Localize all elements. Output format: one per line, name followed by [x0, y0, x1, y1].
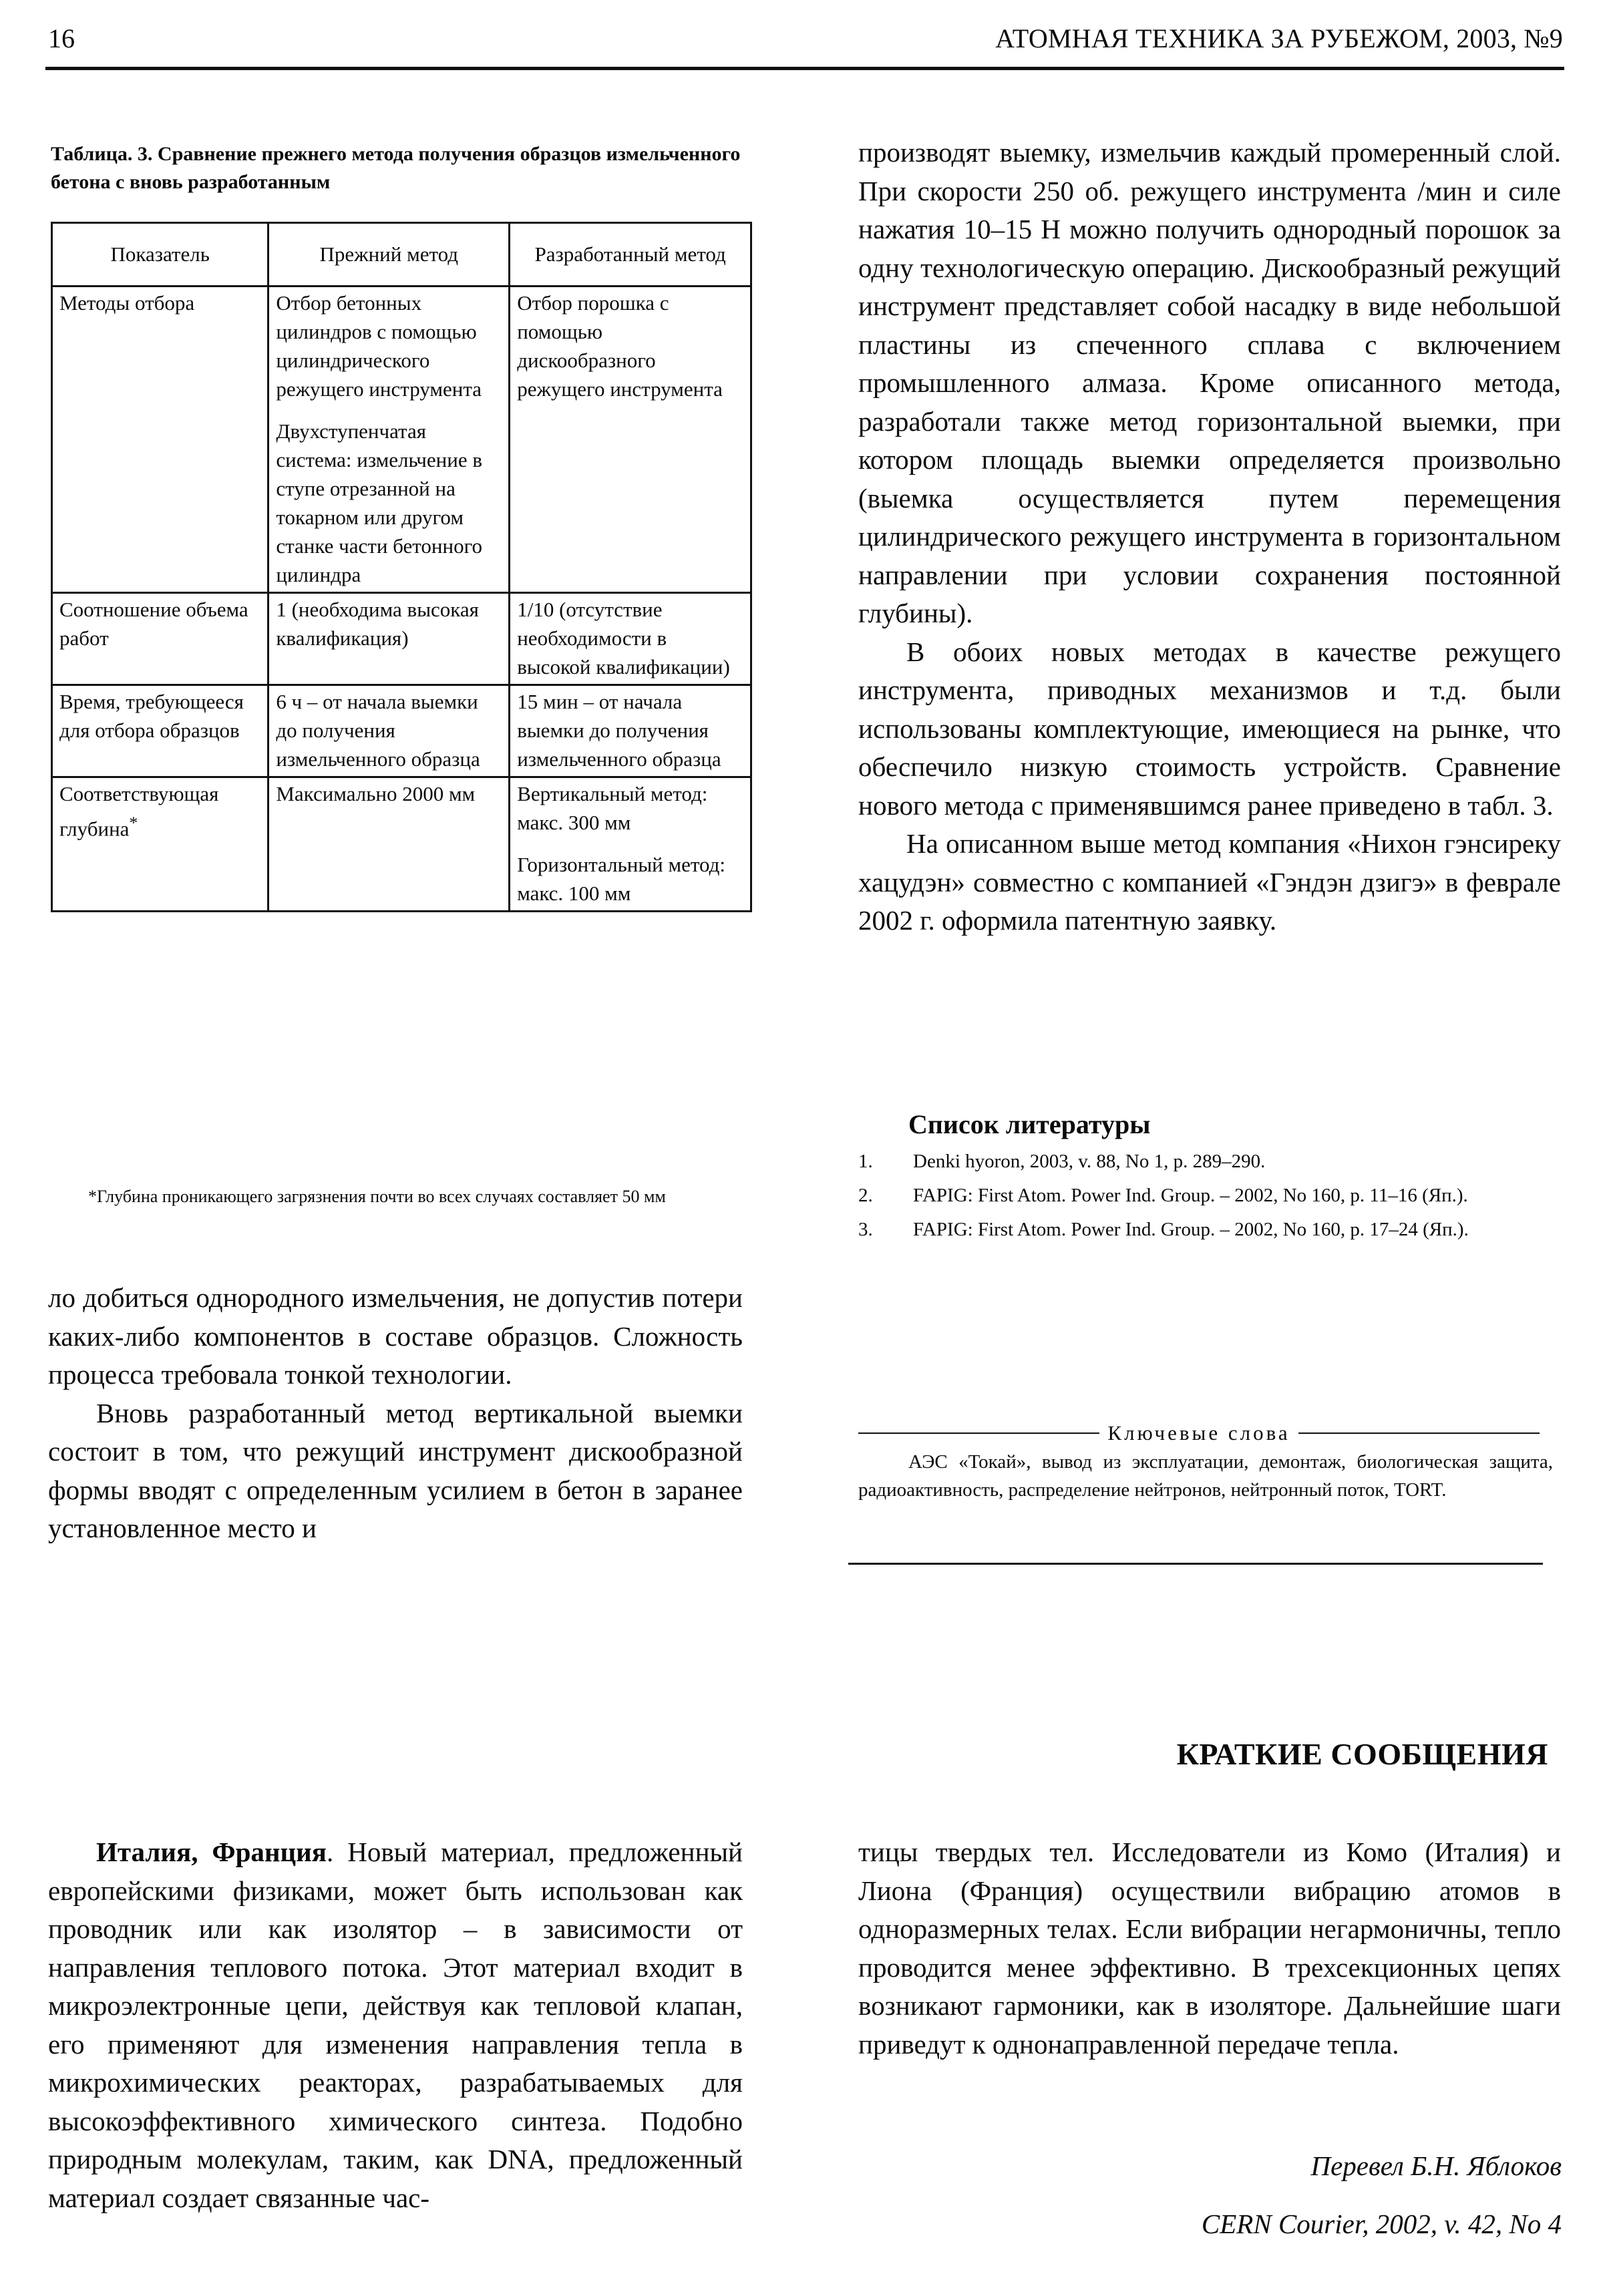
table-row — [52, 777, 751, 912]
table-cell-old — [269, 286, 510, 593]
reference-number: 3. — [858, 1219, 873, 1240]
cell-paragraph: Отбор порошка с помощью дискообразного режущего инструмента — [517, 291, 723, 401]
table-cell-new: 1/10 (отсутствие необходимости в высокой квалификации) — [510, 593, 751, 685]
table-cell-new — [510, 777, 751, 912]
reference-text: FAPIG: First Atom. Power Ind. Group. – 2002, No 160, p. 17–24 (Яп.). — [913, 1219, 1469, 1240]
right-column-text — [858, 134, 1561, 940]
news-lead: Италия, Франция — [96, 1837, 327, 1867]
keywords-title: Ключевые слова — [1107, 1421, 1290, 1445]
divider-line — [858, 1432, 1099, 1434]
reference-item — [858, 1147, 1566, 1176]
table-cell-old: 6 ч – от начала выемки до получения измельченного образца — [269, 685, 510, 777]
table-cell-old: Максимально 2000 мм — [269, 777, 510, 912]
table-row — [52, 286, 751, 593]
source-citation: CERN Courier, 2002, v. 42, No 4 — [1201, 2209, 1562, 2239]
paragraph: Вновь разработанный метод вертикальной выемки состоит в том, что режущий инструмент дискообразной формы вводят с определенным усилием в бетон в заранее установленное место и — [48, 1397, 743, 1543]
table-cell-indicator: Соотношение объема работ — [52, 593, 269, 685]
table-cell-new: 15 мин – от начала выемки до получения измельченного образца — [510, 685, 751, 777]
table-header-row — [52, 223, 751, 286]
paragraph: ло добиться однородного измельчения, не допустив потери каких-либо компонентов в составе образцов. Сложность процесса требовала тонкой технологии. — [48, 1282, 743, 1390]
table-cell-indicator: Время, требующееся для отбора образцов — [52, 685, 269, 777]
left-column-text — [48, 1279, 743, 1548]
cell-paragraph: Отбор бетонных цилиндров с помощью цилиндрического режущего инструмента — [276, 291, 482, 401]
cell-paragraph: Двухступенчатая система: измельчение в ступе отрезанной на токарном или другом станке части бетонного цилиндра — [276, 419, 483, 586]
journal-title: АТОМНАЯ ТЕХНИКА ЗА РУБЕЖОМ, 2003, №9 — [995, 23, 1563, 53]
divider-line — [1298, 1432, 1540, 1434]
section-title: КРАТКИЕ СООБЩЕНИЯ — [1176, 1737, 1548, 1771]
keywords-heading — [858, 1421, 1540, 1445]
table-row — [52, 593, 751, 685]
cell-paragraph: Горизонтальный метод: макс. 100 мм — [517, 853, 725, 905]
references-title: Список литературы — [908, 1109, 1151, 1139]
table-caption: Таблица. 3. Сравнение прежнего метода получения образцов измельченного бетона с вновь разработанным — [51, 143, 741, 193]
table-cell-new — [510, 286, 751, 593]
reference-number: 1. — [858, 1151, 873, 1172]
reference-item — [858, 1215, 1566, 1244]
keywords-text: АЭС «Токай», вывод из эксплуатации, демонтаж, биологическая защита, радиоактивность, распределение нейтронов, нейтронный поток, TORT. — [858, 1451, 1553, 1501]
reference-number: 2. — [858, 1185, 873, 1206]
table-row — [52, 685, 751, 777]
header-divider — [45, 67, 1564, 70]
news-paragraph: тицы твердых тел. Исследователи из Комо (Италия) и Лиона (Франция) осуществили вибрацию атомов в одноразмерных телах. Если вибрации негармоничны, тепло проводится менее эффективно. В трехсекционных цепях возникают гармоники, как в изоляторе. Дальнейшие шаги приведут к однонаправленной передаче тепла. — [858, 1837, 1561, 2060]
news-right-column — [858, 1833, 1561, 2064]
news-left-column — [48, 1833, 743, 2217]
table-cell-indicator: Методы отбора — [52, 286, 269, 593]
table-cell-old: 1 (необходима высокая квалификация) — [269, 593, 510, 685]
page-number: 16 — [48, 23, 75, 53]
comparison-table — [51, 222, 752, 912]
column-header: Разработанный метод — [510, 223, 751, 286]
column-header: Показатель — [52, 223, 269, 286]
reference-item — [858, 1181, 1566, 1210]
reference-text: Denki hyoron, 2003, v. 88, No 1, p. 289–290. — [913, 1151, 1266, 1172]
translator-credit: Перевел Б.Н. Яблоков — [1310, 2150, 1562, 2181]
news-paragraph — [48, 1833, 743, 2217]
paragraph: На описанном выше метод компания «Нихон гэнсиреку хацудэн» совместно с компанией «Гэндэн дзигэ» в феврале 2002 г. оформила патентную заявку. — [858, 828, 1561, 936]
keywords-divider — [848, 1563, 1543, 1565]
paragraph: В обоих новых методах в качестве режущего инструмента, приводных механизмов и т.д. были использованы комплектующие, имеющиеся на рынке, что обеспечило низкую стоимость устройств. Сравнение нового метода с применявшимся ранее приведено в табл. 3. — [858, 636, 1561, 821]
table-cell-indicator — [52, 777, 269, 912]
references-list — [858, 1147, 1566, 1250]
news-text: . Новый материал, предложенный европейскими физиками, может быть использован как проводник или как изолятор – в зависимости от направления теплового потока. Этот материал входит в микроэлектронные цепи, действуя как тепловой клапан, его применяют для изменения направления тепла в микрохимических реакторах, разрабатываемых для высокоэффективного химического синтеза. Подобно природным молекулам, таким, как DNA, предложенный материал создает связанные час- — [48, 1837, 743, 2213]
column-header: Прежний метод — [269, 223, 510, 286]
footnote-mark: * — [129, 813, 138, 832]
table-footnote: *Глубина проникающего загрязнения почти во всех случаях составляет 50 мм — [88, 1187, 666, 1206]
reference-text: FAPIG: First Atom. Power Ind. Group. – 2002, No 160, p. 11–16 (Яп.). — [913, 1185, 1468, 1206]
paragraph: производят выемку, измельчив каждый промеренный слой. При скорости 250 об. режущего инструмента /мин и силе нажатия 10–15 Н можно получить однородный порошок за одну технологическую операцию. Дискообразный режущий инструмент представляет собой насадку в виде небольшой пластины из спеченного сплава с включением промышленного алмаза. Кроме описанного метода, разработали также метод горизонтальной выемки, при котором площадь выемки определяется произвольно (выемка осуществляется путем перемещения цилиндрического режущего инструмента в горизонтальном направлении при условии сохранения постоянной глубины). — [858, 137, 1561, 628]
indicator-text: Соответствующая глубина — [59, 782, 219, 841]
cell-paragraph: Вертикальный метод: макс. 300 мм — [517, 782, 708, 834]
